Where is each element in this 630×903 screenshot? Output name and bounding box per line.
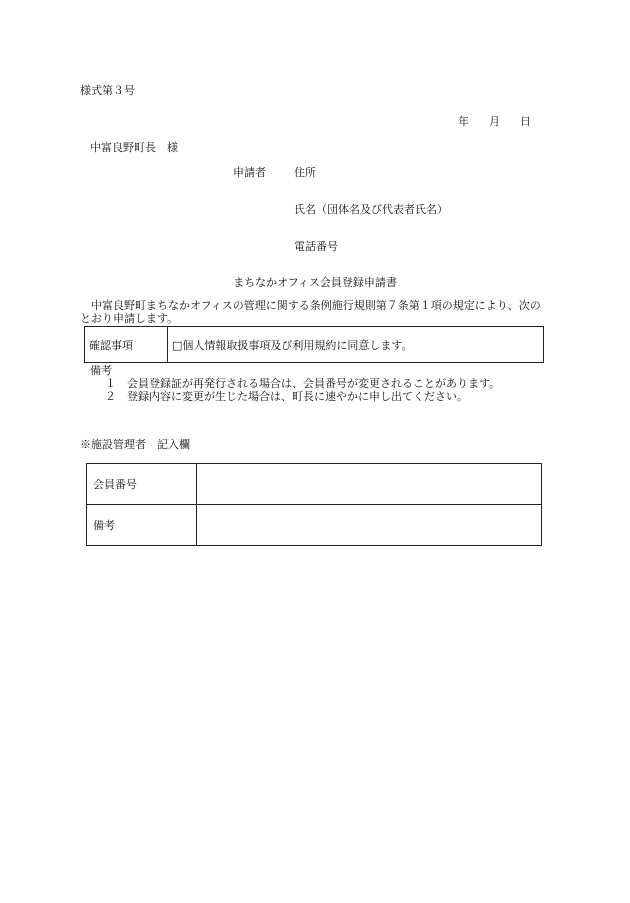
- phone-label: 電話番号: [294, 240, 338, 253]
- document-title: まちなかオフィス会員登録申請書: [233, 276, 397, 289]
- table-row: [87, 505, 542, 546]
- date-line: [458, 115, 531, 129]
- note-number: １: [105, 377, 116, 390]
- note-text: 会員登録証が再発行される場合は、会員番号が変更されることがあります。: [127, 377, 501, 390]
- date-year-label: 年: [458, 115, 469, 128]
- facility-table: [86, 463, 542, 546]
- confirmation-cell: [168, 327, 544, 363]
- confirmation-table: [84, 326, 544, 363]
- date-day-label: 日: [520, 115, 531, 128]
- addressee: 中富良野町長 様: [90, 141, 178, 154]
- body-text: 中富良野町まちなかオフィスの管理に関する条例施行規則第７条第１項の規定により、次のとおり申請します。: [80, 299, 541, 326]
- consent-text: 個人情報取扱事項及び利用規約に同意します。: [182, 338, 413, 352]
- applicant-label: 申請者: [233, 166, 266, 179]
- note-number: ２: [105, 390, 116, 403]
- note-text: 登録内容に変更が生じた場合は、町長に速やかに申し出てください。: [127, 390, 468, 403]
- name-label: 氏名（団体名及び代表者氏名）: [294, 203, 448, 216]
- note-item: [105, 390, 468, 404]
- member-number-field[interactable]: [197, 464, 542, 505]
- table-row: [87, 464, 542, 505]
- facility-heading: ※施設管理者 記入欄: [80, 438, 190, 451]
- member-number-label: 会員番号: [87, 464, 197, 505]
- address-label: 住所: [294, 166, 316, 179]
- consent-checkbox[interactable]: □: [172, 338, 183, 352]
- form-number: 様式第３号: [80, 84, 135, 97]
- confirmation-label: 確認事項: [85, 327, 168, 363]
- body-text-block: [80, 299, 550, 325]
- remarks-label: 備考: [87, 505, 197, 546]
- notes-heading: 備考: [90, 364, 112, 377]
- note-item: [105, 377, 500, 391]
- date-month-label: 月: [489, 115, 500, 128]
- remarks-field[interactable]: [197, 505, 542, 546]
